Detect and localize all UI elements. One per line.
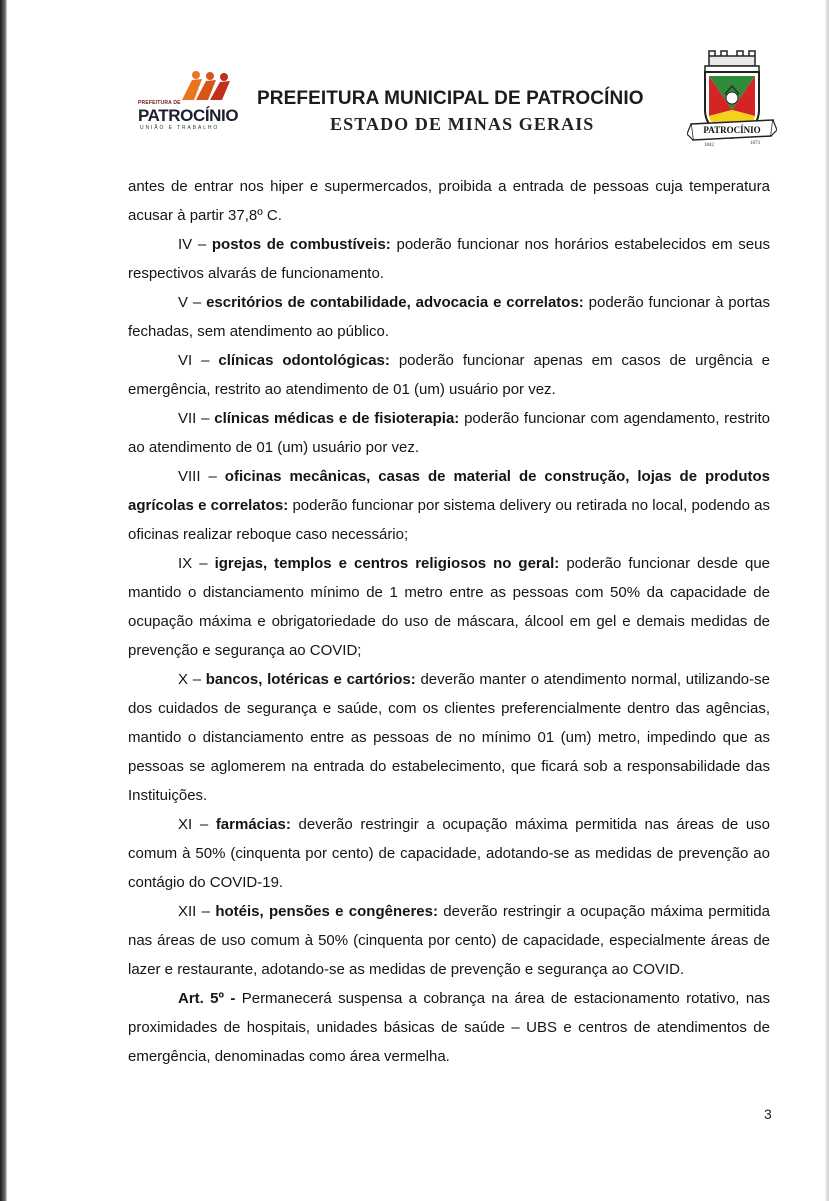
page-subtitle: ESTADO DE MINAS GERAIS (330, 114, 595, 134)
item-heading: escritórios de contabilidade, advocacia e correlatos: (206, 294, 584, 311)
article-heading: Art. 5º - (178, 990, 236, 1007)
item-text: poderão funcionar com agendamento, restrito ao atendimento de 01 (um) usuário por vez. (128, 410, 771, 456)
item-heading: clínicas odontológicas: (218, 352, 390, 369)
paragraph-item-viii (128, 462, 770, 549)
logo-tagline: UNIÃO E TRABALHO (140, 125, 220, 131)
crest-ribbon-text: PATROCÍNIO (703, 125, 761, 135)
paragraph-item-vi (128, 346, 770, 404)
item-number: XII – (178, 903, 210, 920)
page-number: 3 (764, 1106, 772, 1122)
paragraph-item-vii (128, 404, 770, 462)
paragraph-item-xii (128, 897, 770, 984)
item-text: deverão manter o atendimento normal, utilizando-se dos cuidados de segurança e saúde, com os clientes preferencialmente dentro das agências, mantido o distanciamento entre as pessoas de no mínimo 01 (um) metro, impedindo que as pessoas se aglomerem na entrada do estabelecimento, que ficará sob a responsabilidade das Instituições. (128, 671, 770, 804)
item-number: VI – (178, 352, 210, 369)
logo-name: PATROCÍNIO (138, 106, 239, 125)
item-heading: oficinas mecânicas, casas de material de construção, lojas de produtos agrícolas e correlatos: (128, 468, 770, 514)
document-body (128, 172, 770, 1071)
item-number: IV – (178, 236, 207, 253)
scan-edge-left (0, 0, 7, 1201)
paragraph-item-v (128, 288, 770, 346)
paragraph-item-iv (128, 230, 770, 288)
item-heading: bancos, lotéricas e cartórios: (205, 671, 416, 688)
prefeitura-logo (138, 70, 242, 132)
item-number: IX – (178, 555, 208, 572)
item-text: poderão funcionar à portas fechadas, sem atendimento ao público. (128, 294, 770, 340)
crest-year-right: 1873 (750, 141, 760, 146)
paragraph-continuation: antes de entrar nos hiper e supermercados, proibida a entrada de pessoas cuja temperatura acusar à partir 37,8º C. (128, 178, 770, 224)
item-number: VII – (178, 410, 210, 427)
item-text: deverão restringir a ocupação máxima permitida nas áreas de uso comum à 50% (cinquenta por cento) de capacidade, especialmente áreas de lazer e restaurante, adotando-se as medidas de prevenção e segurança ao COVID. (128, 903, 770, 978)
logo-small-text: PREFEITURA DE (138, 100, 181, 106)
item-text: deverão restringir a ocupação máxima permitida nas áreas de uso comum à 50% (cinquenta por cento) de capacidade, adotando-se as medidas de prevenção ao contágio do COVID-19. (128, 816, 771, 891)
item-heading: igrejas, templos e centros religiosos no geral: (214, 555, 560, 572)
paragraph-item-ix (128, 549, 770, 665)
item-number: VIII – (178, 468, 217, 485)
article-text: Permanecerá suspensa a cobrança na área de estacionamento rotativo, nas proximidades de hospitais, unidades básicas de saúde – UBS e centros de atendimentos de emergência, denominadas como área vermelha. (128, 990, 771, 1065)
item-heading: hotéis, pensões e congêneres: (215, 903, 438, 920)
item-text: poderão funcionar por sistema delivery ou retirada no local, podendo as oficinas realizar reboque caso necessário; (128, 497, 770, 543)
item-number: V – (178, 294, 202, 311)
item-heading: farmácias: (215, 816, 291, 833)
scan-edge-right (825, 0, 829, 1201)
item-heading: postos de combustíveis: (211, 236, 391, 253)
paragraph-item-xi (128, 810, 770, 897)
paragraph-item-x (128, 665, 770, 810)
item-text: poderão funcionar desde que mantido o distanciamento mínimo de 1 metro entre as pessoas com 50% da capacidade de ocupação máxima e obrigatoriedade do uso de máscara, álcool em gel e demais medidas de prevenção e segurança ao COVID; (128, 555, 771, 659)
page-title: PREFEITURA MUNICIPAL DE PATROCÍNIO (257, 88, 644, 109)
item-number: X – (178, 671, 202, 688)
item-text: poderão funcionar nos horários estabelecidos em seus respectivos alvarás de funcionamento. (128, 236, 770, 282)
people-figures-icon (174, 70, 238, 104)
crest-year-left: 1842 (704, 143, 714, 148)
coat-of-arms-icon (687, 50, 777, 150)
paragraph-article-5 (128, 984, 770, 1071)
item-heading: clínicas médicas e de fisioterapia: (214, 410, 460, 427)
item-number: XI – (178, 816, 209, 833)
item-text: poderão funcionar apenas em casos de urgência e emergência, restrito ao atendimento de 01 (um) usuário por vez. (128, 352, 770, 398)
